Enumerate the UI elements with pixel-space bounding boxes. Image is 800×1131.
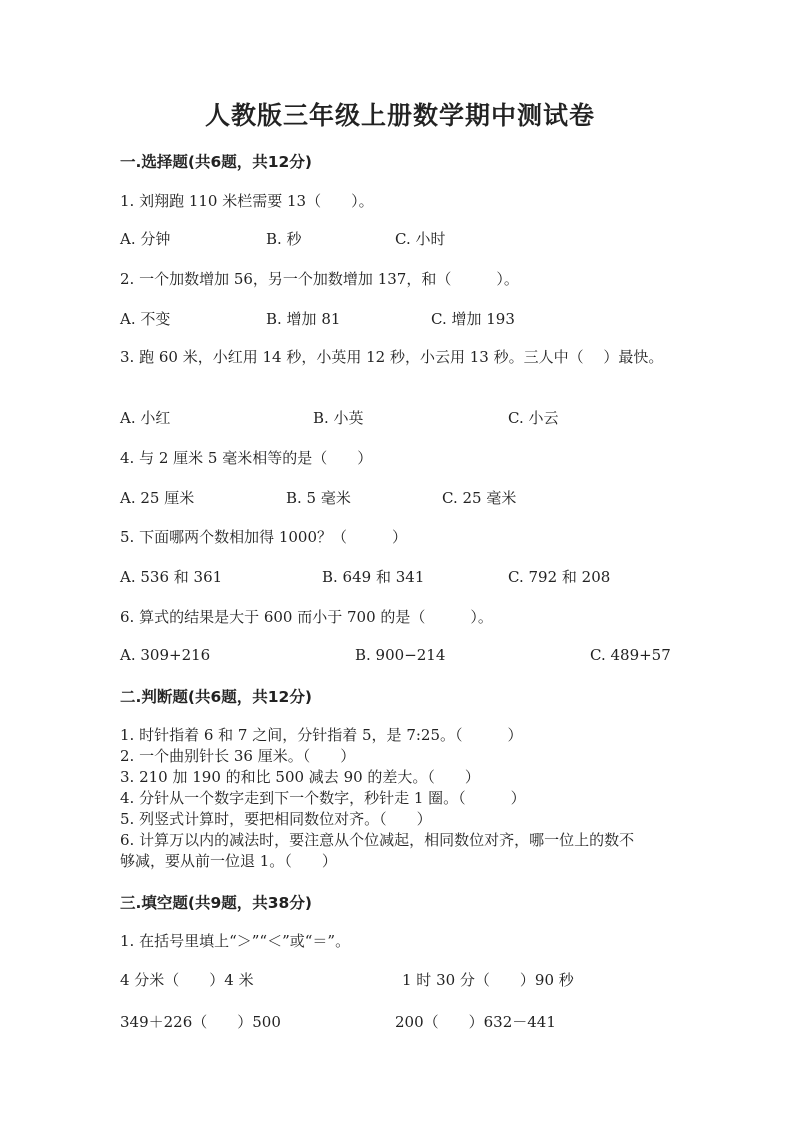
judge-item-3: 3. 210 加 190 的和比 500 减去 90 的差大。（ ） [120,768,480,786]
option-a: A. 不变 [120,310,171,328]
fill-item: 200（ ）632－441 [395,1013,556,1031]
section-heading-choice: 一.选择题(共6题，共12分) [120,153,312,171]
judge-item-4: 4. 分针从一个数字走到下一个数字，秒针走 1 圈。（ ） [120,789,526,807]
question-2: 2. 一个加数增加 56，另一个加数增加 137，和（ ）。 [120,270,519,288]
option-b: B. 5 毫米 [286,489,351,507]
question-5: 5. 下面哪两个数相加得 1000？（ ） [120,528,408,546]
option-b: B. 900−214 [355,646,446,664]
question-6: 6. 算式的结果是大于 600 而小于 700 的是（ ）。 [120,608,493,626]
option-a: A. 536 和 361 [120,568,223,586]
question-1: 1. 刘翔跑 110 米栏需要 13（ ）。 [120,192,374,210]
judge-item-2: 2. 一个曲别针长 36 厘米。（ ） [120,747,356,765]
judge-item-1: 1. 时针指着 6 和 7 之间，分针指着 5，是 7:25。（ ） [120,726,523,744]
option-b: B. 秒 [266,230,302,248]
question-3: 3. 跑 60 米，小红用 14 秒，小英用 12 秒，小云用 13 秒。三人中（ ）最快。 [120,348,664,366]
fill-question-1: 1. 在括号里填上“＞”“＜”或“＝”。 [120,932,351,950]
option-a: A. 25 厘米 [120,489,195,507]
fill-item: 1 时 30 分（ ）90 秒 [402,971,574,989]
option-b: B. 小英 [313,409,364,427]
section-heading-fill: 三.填空题(共9题，共38分) [120,894,312,912]
judge-item-6-continued: 够减，要从前一位退 1。（ ） [120,852,337,870]
judge-item-6: 6. 计算万以内的减法时，要注意从个位减起，相同数位对齐，哪一位上的数不 [120,831,635,849]
option-c: C. 792 和 208 [508,568,611,586]
section-heading-judge: 二.判断题(共6题，共12分) [120,688,312,706]
option-c: C. 小时 [395,230,446,248]
page-title: 人教版三年级上册数学期中测试卷 [204,101,595,130]
fill-item: 349＋226（ ）500 [120,1013,281,1031]
option-a: A. 分钟 [120,230,171,248]
option-c: C. 增加 193 [431,310,515,328]
option-c: C. 25 毫米 [442,489,517,507]
option-c: C. 489+57 [590,646,671,664]
judge-item-5: 5. 列竖式计算时，要把相同数位对齐。（ ） [120,810,432,828]
option-c: C. 小云 [508,409,559,427]
option-b: B. 649 和 341 [322,568,425,586]
option-a: A. 309+216 [120,646,211,664]
option-a: A. 小红 [120,409,171,427]
option-b: B. 增加 81 [266,310,341,328]
fill-item: 4 分米（ ）4 米 [120,971,254,989]
question-4: 4. 与 2 厘米 5 毫米相等的是（ ） [120,449,373,467]
